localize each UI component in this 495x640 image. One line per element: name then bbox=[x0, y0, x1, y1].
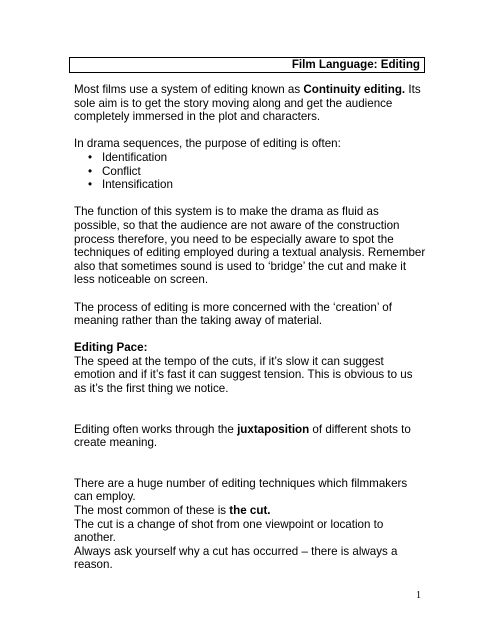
drama-purpose-paragraph: In drama sequences, the purpose of editing is often: bbox=[74, 137, 341, 151]
common-technique-line: The most common of these is the cut. bbox=[74, 504, 271, 518]
techniques-line: There are a huge number of editing techniques which filmmakers can employ. bbox=[74, 476, 408, 504]
list-item: • Intensification bbox=[74, 178, 426, 192]
list-item: • Identification bbox=[74, 151, 426, 165]
function-paragraph: The function of this system is to make the drama as fluid as possible, so that the audience are not aware of the construction process therefore, you need to be especially aware to spot the techniques of editing employed during a textual analysis. Remember also that sometimes sound is used to ‘bridge’ the cut and make it less noticeable on screen. bbox=[74, 205, 426, 287]
intro-paragraph: Most films use a system of editing known as Continuity editing. Its sole aim is to get the story moving along and get the audience completely immersed in the plot and characters. bbox=[74, 83, 421, 124]
page-title bbox=[69, 57, 425, 73]
process-paragraph: The process of editing is more concerned with the ‘creation’ of meaning rather than the taking away of material. bbox=[74, 300, 392, 328]
continuity-editing-term: Continuity editing. bbox=[303, 83, 406, 96]
document-body bbox=[74, 83, 426, 572]
header-title: Film Language: Editing bbox=[291, 58, 420, 71]
purpose-list bbox=[74, 151, 426, 192]
editing-pace-paragraph: The speed at the tempo of the cuts, if it’s slow it can suggest emotion and if it’s fast it can suggest tension. This is obvious to us as it’s the first thing we notice. bbox=[74, 354, 413, 396]
the-cut-term: the cut. bbox=[229, 504, 271, 518]
cut-definition-line: The cut is a change of shot from one viewpoint or location to another. bbox=[74, 517, 384, 545]
juxtaposition-paragraph: Editing often works through the juxtaposition of different shots to create meaning. bbox=[74, 422, 411, 450]
editing-pace-heading: Editing Pace: bbox=[74, 341, 148, 355]
cut-reason-line: Always ask yourself why a cut has occurred – there is always a reason. bbox=[74, 544, 398, 572]
juxtaposition-term: juxtaposition bbox=[237, 422, 310, 436]
page-number: 1 bbox=[416, 590, 421, 601]
list-item: • Conflict bbox=[74, 165, 426, 179]
